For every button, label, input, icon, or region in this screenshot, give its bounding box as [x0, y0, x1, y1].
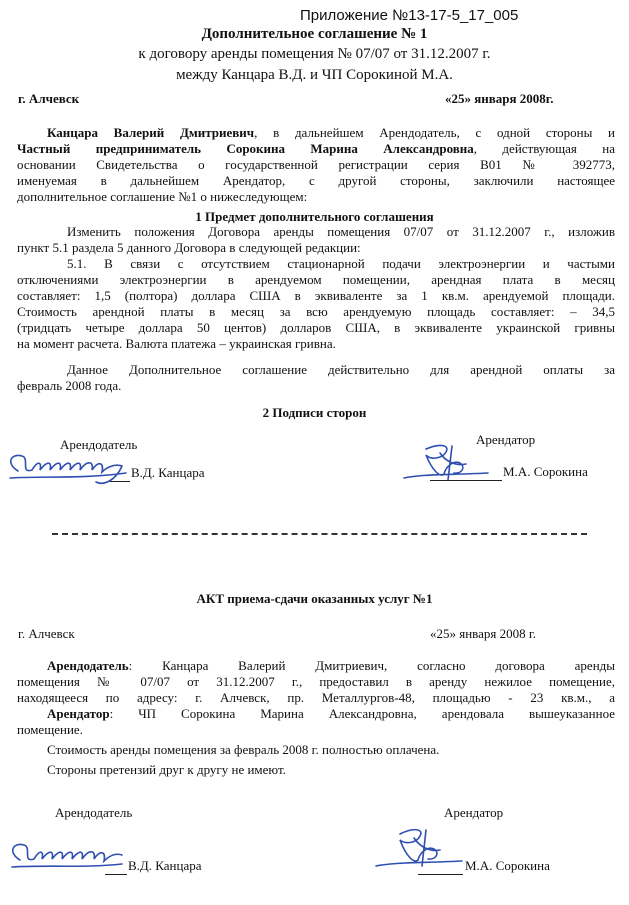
s1-line-3: 5.1. В связи с отсутствием стационарной подачи электроэнергии и частыми — [67, 256, 615, 271]
act-landlord-label: Арендодатель — [55, 805, 133, 820]
intro-line-1: Канцара Валерий Дмитриевич, в дальнейшем Арендодатель, с одной стороны и — [47, 125, 615, 140]
act-date: «25» января 2008 г. — [430, 626, 537, 641]
agreement-title: Дополнительное соглашение № 1 — [201, 26, 428, 42]
act-p1-line-4: Арендатор: ЧП Сорокина Марина Александровна, арендовала вышеуказанное — [47, 706, 615, 721]
landlord-full-name: Канцара Валерий Дмитриевич — [47, 125, 255, 140]
intro-line-5: дополнительное соглашение №1 о нижеследующем: — [17, 189, 308, 204]
validity-line-1: Данное Дополнительное соглашение действительно для арендной оплаты за — [67, 362, 615, 377]
agreement-tenant-label: Арендатор — [476, 432, 536, 447]
validity-line-2: февраль 2008 года. — [17, 378, 122, 393]
tenant-full-name: Частный предприниматель Сорокина Марина Александровна — [17, 141, 474, 156]
landlord-signature-2 — [6, 836, 126, 876]
act-paid-statement: Стоимость аренды помещения за февраль 2008 г. полностью оплачена. — [47, 742, 440, 757]
s1-line-8: на момент расчета. Валюта платежа – украинская гривна. — [17, 336, 336, 351]
tenant-signature-2 — [372, 822, 472, 872]
cut-line-divider — [52, 533, 587, 535]
act-landlord-name: В.Д. Канцара — [128, 858, 202, 873]
agreement-subtitle-1: к договору аренды помещения № 07/07 от 31.12.2007 г. — [138, 46, 491, 62]
act-p1-line-2: помещения № 07/07 от 31.12.2007 г., предоставил в аренду нежилое помещение, — [17, 674, 615, 689]
landlord-sign-line-2 — [105, 874, 127, 875]
act-p1-line-3: находящееся по адресу: г. Алчевск, пр. Металлургов-48, площадью - 23 кв.м., а — [17, 690, 615, 705]
section-1-title: 1 Предмет дополнительного соглашения — [195, 209, 434, 224]
intro-line-2: Частный предприниматель Сорокина Марина Александровна, действующая на — [17, 141, 615, 156]
act-landlord-word: Арендодатель — [47, 658, 129, 673]
agreement-date: «25» января 2008г. — [445, 91, 554, 106]
agreement-landlord-label: Арендодатель — [60, 437, 138, 452]
act-tenant-name: М.А. Сорокина — [465, 858, 550, 873]
s1-line-2: пункт 5.1 раздела 5 данного Договора в следующей редакции: — [17, 240, 361, 255]
act-tenant-word: Арендатор — [47, 706, 110, 721]
s1-line-4: отключениями электроэнергии в арендуемом помещении, арендная плата в месяц — [17, 272, 615, 287]
act-no-claims-statement: Стороны претензий друг к другу не имеют. — [47, 762, 286, 777]
agreement-city: г. Алчевск — [18, 91, 80, 106]
s1-line-6: Стоимость арендной платы в месяц за всю арендуемую площадь составляет: – 34,5 — [17, 304, 615, 319]
act-p1-line-1: Арендодатель: Канцара Валерий Дмитриевич, согласно договора аренды — [47, 658, 615, 673]
tenant-sign-line-1 — [430, 480, 502, 481]
agreement-landlord-name: В.Д. Канцара — [131, 465, 205, 480]
appendix-number: Приложение №13-17-5_17_005 — [300, 7, 519, 24]
intro-line-3: основании Свидетельства о государственной регистрации серия В01 № 392773, — [17, 157, 615, 172]
landlord-sign-line-1 — [110, 481, 130, 482]
act-city: г. Алчевск — [18, 626, 75, 641]
s1-line-7: (тридцать четыре доллара 50 центов) долларов США, в эквиваленте украинской гривны — [17, 320, 615, 335]
agreement-subtitle-2: между Канцара В.Д. и ЧП Сорокиной М.А. — [176, 67, 453, 83]
act-p1-line-5: помещение. — [17, 722, 83, 737]
intro-line-4: именуемая в дальнейшем Арендатор, с другой стороны, заключили настоящее — [17, 173, 615, 188]
section-2-title: 2 Подписи сторон — [262, 405, 367, 420]
s1-line-1: Изменить положения Договора аренды помещения 07/07 от 31.12.2007 г., изложив — [67, 224, 615, 239]
agreement-tenant-name: М.А. Сорокина — [503, 464, 588, 479]
s1-line-5: составляет: 1,5 (полтора) доллара США в эквиваленте за 1 кв.м. арендуемой площади. — [17, 288, 615, 303]
act-title: АКТ приема-сдачи оказанных услуг №1 — [196, 591, 433, 606]
tenant-sign-line-2 — [418, 874, 463, 875]
act-tenant-label: Арендатор — [444, 805, 504, 820]
